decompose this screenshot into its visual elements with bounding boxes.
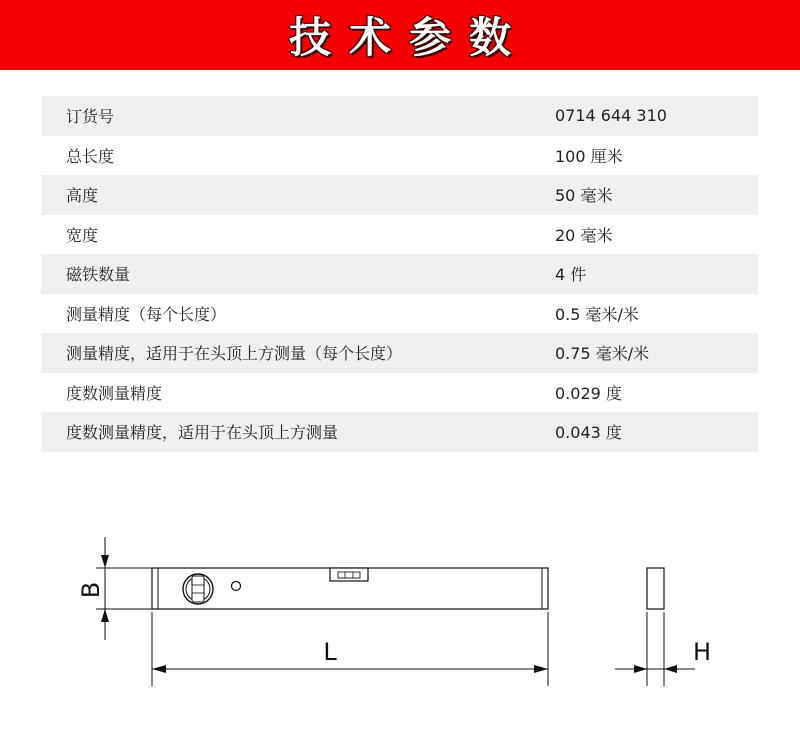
spec-label: 测量精度，适用于在头顶上方测量（每个长度） bbox=[66, 344, 403, 364]
spec-table bbox=[41, 96, 758, 452]
h-label: H bbox=[692, 638, 712, 666]
l-label: L bbox=[323, 638, 337, 666]
spec-label: 测量精度（每个长度） bbox=[66, 304, 227, 324]
spec-label: 订货号 bbox=[66, 107, 115, 127]
spec-row bbox=[41, 136, 758, 176]
round-vial-icon bbox=[183, 574, 213, 604]
spec-label: 高度 bbox=[66, 186, 99, 206]
spec-row bbox=[41, 254, 758, 294]
h-arrow-left-icon bbox=[634, 665, 647, 673]
spec-value: 0.043 度 bbox=[555, 423, 622, 443]
spec-value: 20 毫米 bbox=[555, 225, 613, 245]
dimension-drawing bbox=[0, 520, 800, 730]
level-end-view bbox=[647, 568, 664, 609]
b-arrow-bottom-icon bbox=[101, 609, 109, 622]
spec-row bbox=[41, 294, 758, 334]
spec-row bbox=[41, 373, 758, 413]
spec-label: 度数测量精度 bbox=[66, 383, 163, 403]
spec-row bbox=[41, 412, 758, 452]
spec-label: 磁铁数量 bbox=[66, 265, 131, 285]
spec-label: 度数测量精度，适用于在头顶上方测量 bbox=[66, 423, 339, 443]
spec-value: 100 厘米 bbox=[555, 146, 623, 166]
spec-value: 0714 644 310 bbox=[555, 106, 667, 126]
spec-value: 0.75 毫米/米 bbox=[555, 344, 650, 364]
spec-row bbox=[41, 333, 758, 373]
b-arrow-top-icon bbox=[101, 555, 109, 568]
spec-value: 4 件 bbox=[555, 265, 587, 285]
top-vial-icon bbox=[330, 568, 368, 581]
spec-value: 50 毫米 bbox=[555, 186, 613, 206]
spec-value: 0.029 度 bbox=[555, 383, 622, 403]
hanging-hole-icon bbox=[232, 582, 241, 591]
spec-value: 0.5 毫米/米 bbox=[555, 304, 639, 324]
spec-label: 宽度 bbox=[66, 225, 99, 245]
l-arrow-left-icon bbox=[152, 665, 166, 673]
header-banner bbox=[0, 0, 800, 70]
l-arrow-right-icon bbox=[534, 665, 548, 673]
page-title: 技术参数 bbox=[288, 13, 529, 62]
b-label: B bbox=[77, 581, 105, 599]
spec-row bbox=[41, 175, 758, 215]
spec-row bbox=[41, 215, 758, 255]
spec-label: 总长度 bbox=[66, 146, 115, 166]
h-arrow-right-icon bbox=[664, 665, 677, 673]
spec-row bbox=[41, 96, 758, 136]
